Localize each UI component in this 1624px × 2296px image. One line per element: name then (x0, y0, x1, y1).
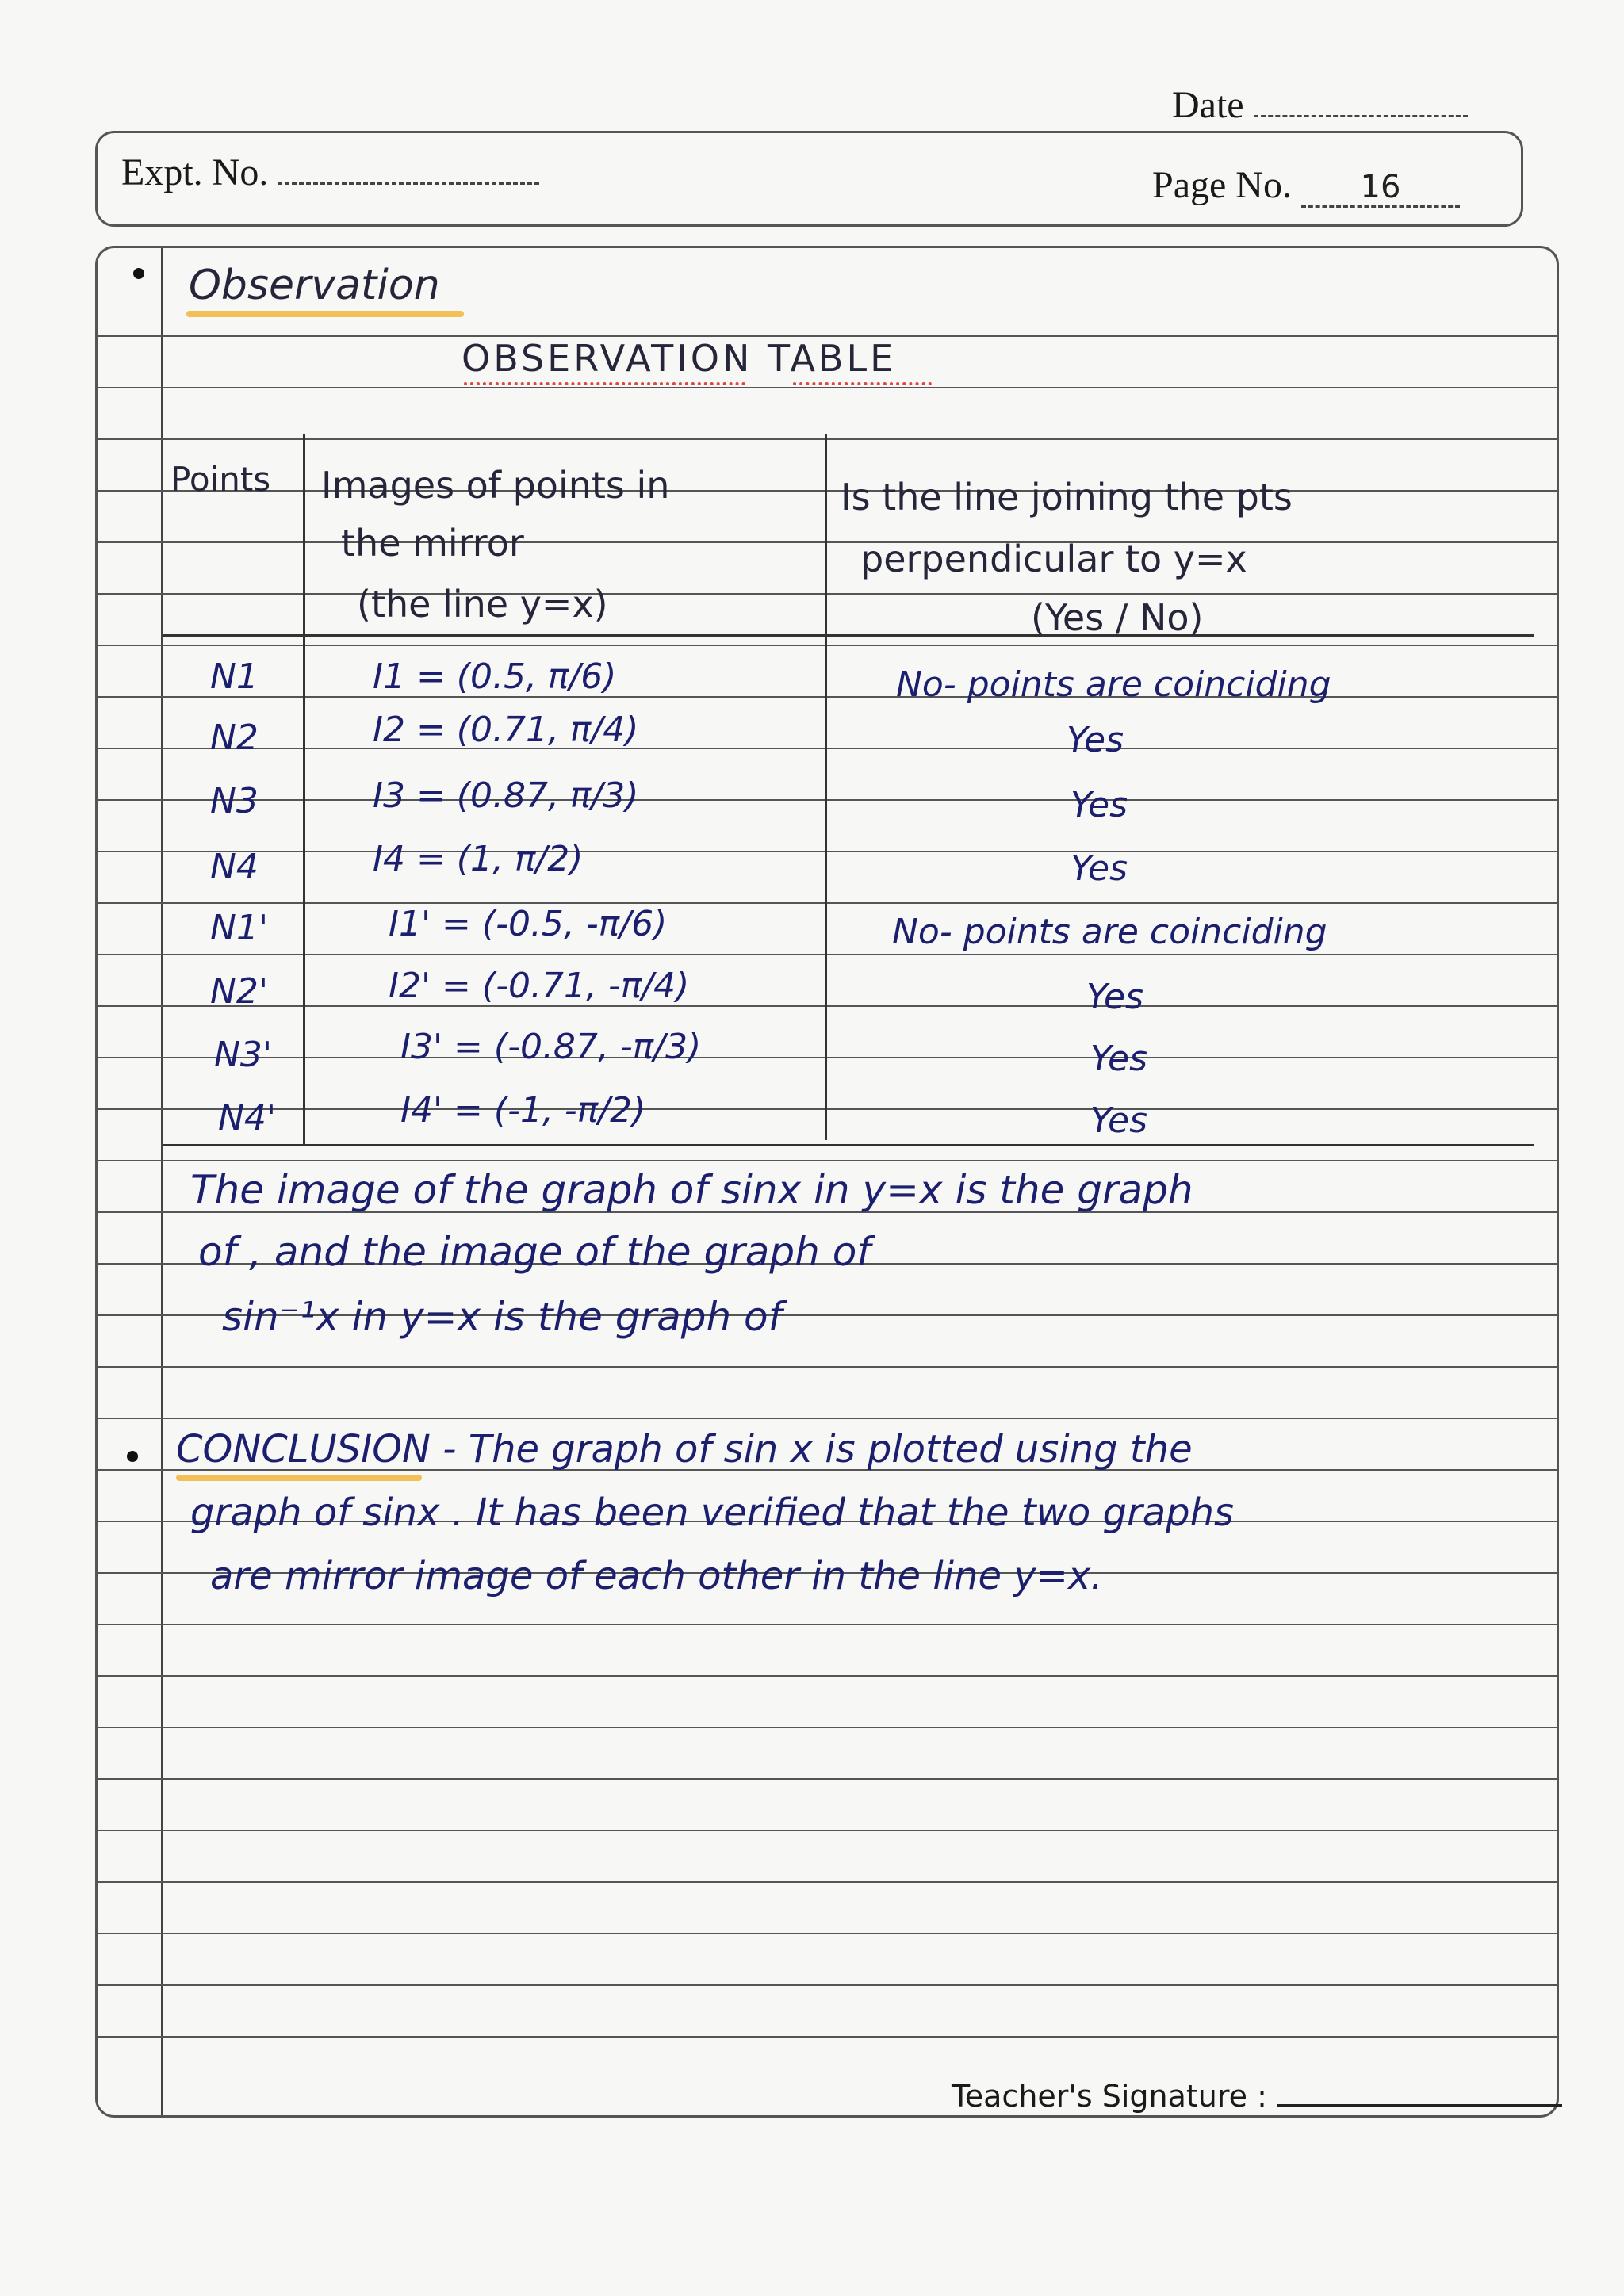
highlight-mark (176, 1475, 422, 1481)
ruled-line (98, 593, 1557, 595)
ruled-line (98, 1108, 1557, 1110)
answer-cell: Yes (1086, 977, 1144, 1017)
column-header-images-line-3: (the line y=x) (357, 583, 608, 626)
image-cell: I2 = (0.71, π/4) (373, 710, 639, 750)
image-cell: I4' = (-1, -π/2) (400, 1090, 646, 1131)
expt-no-field (121, 151, 539, 194)
observation-paragraph-line-1: The image of the graph of sinx in y=x is the graph (190, 1167, 1193, 1213)
table-column-divider (825, 434, 827, 1140)
page-number: 16 (1360, 169, 1401, 205)
bullet-icon (127, 1451, 138, 1462)
point-cell: N3' (214, 1035, 273, 1075)
image-cell: I2' = (-0.71, -π/4) (389, 966, 690, 1006)
ruled-line (98, 1933, 1557, 1934)
point-cell: N1' (210, 908, 269, 948)
answer-cell: Yes (1071, 785, 1128, 825)
answer-cell: No- points are coinciding (892, 912, 1327, 952)
image-cell: I3' = (-0.87, -π/3) (400, 1027, 702, 1067)
ruled-line (98, 645, 1557, 646)
ruled-line (98, 1778, 1557, 1780)
ruled-line (98, 902, 1557, 904)
observation-paragraph-line-3: sin⁻¹x in y=x is the graph of (222, 1294, 783, 1340)
ruled-line (98, 490, 1557, 492)
column-header-images-line-1: Images of points in (321, 464, 670, 507)
answer-cell: No- points are coinciding (896, 664, 1331, 705)
ruled-line (98, 748, 1557, 749)
ruled-line (98, 438, 1557, 440)
ruled-line (98, 1005, 1557, 1007)
ruled-line (98, 1366, 1557, 1368)
image-cell: I1 = (0.5, π/6) (373, 656, 617, 697)
teacher-signature-field (952, 2079, 1562, 2114)
image-cell: I3 = (0.87, π/3) (373, 775, 639, 816)
ruled-line (98, 1624, 1557, 1625)
date-blank (1254, 115, 1468, 117)
margin-line (161, 248, 163, 2115)
table-column-divider (303, 434, 305, 1144)
table-bottom-rule (163, 1144, 1534, 1146)
conclusion-line-1: CONCLUSION - The graph of sin x is plotted using the (176, 1427, 1193, 1471)
column-header-perpendicular-line-3: (Yes / No) (1031, 596, 1204, 639)
highlight-mark (186, 311, 464, 317)
image-cell: I4 = (1, π/2) (373, 839, 584, 879)
column-header-points: Points (170, 460, 271, 499)
answer-cell: Yes (1090, 1100, 1148, 1141)
column-header-perpendicular-line-1: Is the line joining the pts (841, 476, 1293, 519)
observation-heading: Observation (189, 262, 440, 309)
ruled-line (98, 1984, 1557, 1986)
ruled-line (98, 1057, 1557, 1058)
column-header-perpendicular-line-2: perpendicular to y=x (860, 538, 1247, 580)
table-title: OBSERVATION TABLE (462, 337, 897, 380)
ruled-line (98, 851, 1557, 852)
point-cell: N4' (218, 1098, 277, 1138)
ruled-line (98, 541, 1557, 543)
teacher-signature-line (1277, 2104, 1562, 2107)
ruled-line (98, 2036, 1557, 2038)
answer-cell: Yes (1071, 848, 1128, 889)
point-cell: N2' (210, 971, 269, 1012)
ruled-line (98, 1418, 1557, 1419)
conclusion-line-2: graph of sinx . It has been verified that the two graphs (190, 1490, 1235, 1535)
ruled-line (98, 1881, 1557, 1883)
date-label: Date (1172, 84, 1244, 126)
point-cell: N1 (210, 656, 259, 697)
ruled-line (98, 1830, 1557, 1831)
conclusion-line-3: are mirror image of each other in the line y=x. (210, 1554, 1103, 1598)
ruled-line (98, 1160, 1557, 1161)
ruled-line (98, 1675, 1557, 1677)
date-field (1172, 83, 1468, 127)
ruled-line (98, 954, 1557, 955)
answer-cell: Yes (1067, 720, 1124, 760)
expt-no-blank (278, 182, 539, 185)
bullet-icon (133, 268, 144, 279)
table-header-rule (163, 634, 1534, 637)
point-cell: N2 (210, 718, 259, 758)
point-cell: N4 (210, 847, 259, 887)
answer-cell: Yes (1090, 1039, 1148, 1079)
squiggle-mark (793, 377, 932, 385)
page-no-value (1301, 169, 1460, 208)
observation-paragraph-line-2: of , and the image of the graph of (198, 1229, 871, 1275)
ruled-line (98, 387, 1557, 388)
point-cell: N3 (210, 781, 259, 821)
page-no-field (1152, 163, 1460, 208)
expt-no-label: Expt. No. (121, 151, 269, 193)
page-no-label: Page No. (1152, 164, 1292, 206)
ruled-line (98, 799, 1557, 801)
teacher-signature-label: Teacher's Signature : (952, 2079, 1267, 2114)
header-box (95, 131, 1523, 227)
ruled-line (98, 1727, 1557, 1728)
image-cell: I1' = (-0.5, -π/6) (389, 904, 668, 944)
column-header-images-line-2: the mirror (341, 522, 524, 564)
squiggle-mark (464, 377, 745, 385)
ruled-line (98, 696, 1557, 698)
